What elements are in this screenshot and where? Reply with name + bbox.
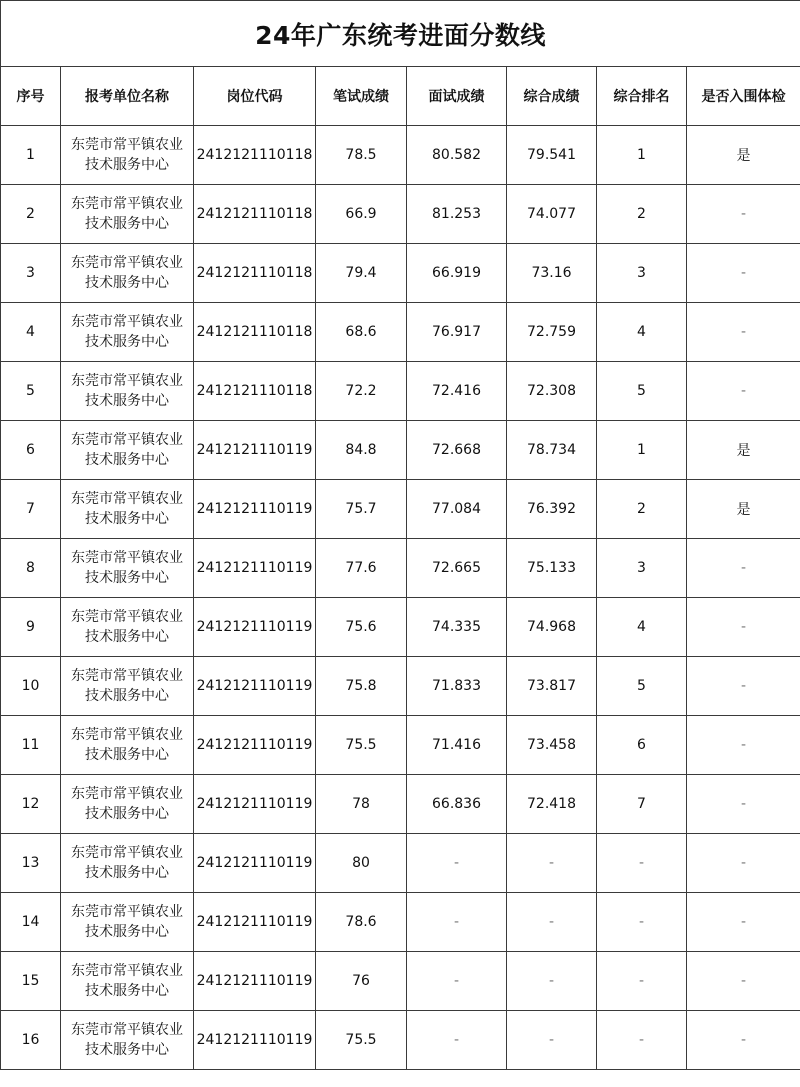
unit-line-1: 东莞市常平镇农业 (71, 668, 183, 684)
unit-line-2: 技术服务中心 (85, 865, 169, 881)
cell-unit (61, 126, 194, 185)
cell-total: 76.392 (507, 480, 597, 539)
cell-rank: - (597, 893, 687, 952)
cell-medical: - (687, 598, 800, 657)
unit-line-2: 技术服务中心 (85, 570, 169, 586)
cell-code: 2412121110119 (194, 716, 316, 775)
unit-line-2: 技术服务中心 (85, 747, 169, 763)
table-row (1, 657, 800, 716)
cell-total: 74.968 (507, 598, 597, 657)
cell-no: 8 (1, 539, 61, 598)
cell-interview: 72.668 (407, 421, 507, 480)
cell-medical: - (687, 539, 800, 598)
table-row (1, 775, 800, 834)
unit-line-1: 东莞市常平镇农业 (71, 550, 183, 566)
unit-line-2: 技术服务中心 (85, 924, 169, 940)
cell-interview: 66.919 (407, 244, 507, 303)
unit-line-2: 技术服务中心 (85, 688, 169, 704)
cell-total: - (507, 952, 597, 1011)
cell-interview: - (407, 952, 507, 1011)
column-header-medical: 是否入围体检 (687, 67, 800, 126)
cell-rank: - (597, 1011, 687, 1070)
cell-written: 76 (316, 952, 407, 1011)
cell-total: 73.817 (507, 657, 597, 716)
cell-total: 73.16 (507, 244, 597, 303)
cell-code: 2412121110119 (194, 893, 316, 952)
unit-line-2: 技术服务中心 (85, 275, 169, 291)
cell-rank: 5 (597, 657, 687, 716)
unit-line-1: 东莞市常平镇农业 (71, 314, 183, 330)
cell-no: 15 (1, 952, 61, 1011)
cell-medical: - (687, 244, 800, 303)
cell-total: - (507, 834, 597, 893)
cell-no: 2 (1, 185, 61, 244)
cell-rank: 7 (597, 775, 687, 834)
cell-code: 2412121110118 (194, 362, 316, 421)
cell-unit (61, 893, 194, 952)
cell-interview: 72.665 (407, 539, 507, 598)
table-row (1, 244, 800, 303)
cell-code: 2412121110119 (194, 539, 316, 598)
cell-no: 1 (1, 126, 61, 185)
cell-total: 74.077 (507, 185, 597, 244)
cell-interview: - (407, 893, 507, 952)
table-row (1, 834, 800, 893)
unit-line-1: 东莞市常平镇农业 (71, 432, 183, 448)
cell-code: 2412121110118 (194, 303, 316, 362)
cell-no: 11 (1, 716, 61, 775)
cell-total: 73.458 (507, 716, 597, 775)
cell-medical: - (687, 952, 800, 1011)
cell-medical: - (687, 362, 800, 421)
cell-written: 75.7 (316, 480, 407, 539)
cell-interview: 76.917 (407, 303, 507, 362)
cell-code: 2412121110118 (194, 126, 316, 185)
cell-written: 78.5 (316, 126, 407, 185)
cell-medical: - (687, 893, 800, 952)
cell-no: 4 (1, 303, 61, 362)
cell-unit (61, 598, 194, 657)
cell-no: 14 (1, 893, 61, 952)
column-header-interview: 面试成绩 (407, 67, 507, 126)
cell-written: 79.4 (316, 244, 407, 303)
cell-unit (61, 539, 194, 598)
cell-written: 78 (316, 775, 407, 834)
cell-rank: 1 (597, 126, 687, 185)
cell-medical: 是 (687, 126, 800, 185)
cell-code: 2412121110119 (194, 421, 316, 480)
cell-written: 68.6 (316, 303, 407, 362)
column-header-unit: 报考单位名称 (61, 67, 194, 126)
unit-line-2: 技术服务中心 (85, 452, 169, 468)
unit-line-1: 东莞市常平镇农业 (71, 963, 183, 979)
cell-interview: - (407, 834, 507, 893)
cell-interview: 81.253 (407, 185, 507, 244)
cell-no: 5 (1, 362, 61, 421)
table-row (1, 185, 800, 244)
cell-medical: - (687, 185, 800, 244)
column-header-rank: 综合排名 (597, 67, 687, 126)
cell-medical: - (687, 1011, 800, 1070)
unit-line-2: 技术服务中心 (85, 157, 169, 173)
cell-interview: 74.335 (407, 598, 507, 657)
cell-code: 2412121110119 (194, 480, 316, 539)
cell-no: 9 (1, 598, 61, 657)
cell-medical: - (687, 657, 800, 716)
table-row (1, 303, 800, 362)
cell-total: 79.541 (507, 126, 597, 185)
table-row (1, 893, 800, 952)
page-title: 24年广东统考进面分数线 (1, 1, 800, 67)
cell-code: 2412121110119 (194, 952, 316, 1011)
cell-interview: 77.084 (407, 480, 507, 539)
cell-medical: - (687, 716, 800, 775)
cell-unit (61, 303, 194, 362)
unit-line-2: 技术服务中心 (85, 1042, 169, 1058)
cell-unit (61, 1011, 194, 1070)
column-header-written: 笔试成绩 (316, 67, 407, 126)
header-row (1, 67, 800, 126)
cell-total: 72.308 (507, 362, 597, 421)
cell-written: 72.2 (316, 362, 407, 421)
cell-unit (61, 421, 194, 480)
table-row (1, 716, 800, 775)
cell-no: 7 (1, 480, 61, 539)
unit-line-1: 东莞市常平镇农业 (71, 904, 183, 920)
cell-interview: 80.582 (407, 126, 507, 185)
table-row (1, 480, 800, 539)
cell-total: - (507, 1011, 597, 1070)
unit-line-2: 技术服务中心 (85, 511, 169, 527)
table-row (1, 1011, 800, 1070)
unit-line-1: 东莞市常平镇农业 (71, 491, 183, 507)
cell-total: 75.133 (507, 539, 597, 598)
table-row (1, 952, 800, 1011)
cell-no: 3 (1, 244, 61, 303)
cell-interview: 72.416 (407, 362, 507, 421)
cell-unit (61, 834, 194, 893)
cell-code: 2412121110119 (194, 775, 316, 834)
table-row (1, 126, 800, 185)
table-row (1, 362, 800, 421)
unit-line-1: 东莞市常平镇农业 (71, 1022, 183, 1038)
cell-rank: 1 (597, 421, 687, 480)
column-header-code: 岗位代码 (194, 67, 316, 126)
table-row (1, 421, 800, 480)
cell-rank: 4 (597, 303, 687, 362)
table-body (1, 126, 800, 1070)
cell-total: 72.759 (507, 303, 597, 362)
cell-written: 75.5 (316, 716, 407, 775)
cell-interview: 71.833 (407, 657, 507, 716)
cell-code: 2412121110119 (194, 657, 316, 716)
unit-line-1: 东莞市常平镇农业 (71, 255, 183, 271)
cell-interview: 66.836 (407, 775, 507, 834)
cell-interview: - (407, 1011, 507, 1070)
cell-unit (61, 362, 194, 421)
cell-written: 66.9 (316, 185, 407, 244)
cell-written: 77.6 (316, 539, 407, 598)
cell-medical: - (687, 834, 800, 893)
unit-line-1: 东莞市常平镇农业 (71, 786, 183, 802)
cell-written: 78.6 (316, 893, 407, 952)
column-header-no: 序号 (1, 67, 61, 126)
cell-rank: 3 (597, 244, 687, 303)
unit-line-2: 技术服务中心 (85, 334, 169, 350)
cell-rank: 2 (597, 185, 687, 244)
unit-line-1: 东莞市常平镇农业 (71, 727, 183, 743)
cell-code: 2412121110119 (194, 834, 316, 893)
cell-no: 6 (1, 421, 61, 480)
title-row (1, 1, 800, 67)
cell-code: 2412121110119 (194, 1011, 316, 1070)
cell-code: 2412121110118 (194, 244, 316, 303)
unit-line-2: 技术服务中心 (85, 983, 169, 999)
cell-no: 10 (1, 657, 61, 716)
cell-no: 12 (1, 775, 61, 834)
column-header-total: 综合成绩 (507, 67, 597, 126)
cell-written: 75.6 (316, 598, 407, 657)
cell-total: 72.418 (507, 775, 597, 834)
cell-written: 75.8 (316, 657, 407, 716)
cell-unit (61, 716, 194, 775)
unit-line-1: 东莞市常平镇农业 (71, 137, 183, 153)
cell-rank: 4 (597, 598, 687, 657)
cell-unit (61, 244, 194, 303)
cell-rank: 5 (597, 362, 687, 421)
cell-unit (61, 185, 194, 244)
cell-interview: 71.416 (407, 716, 507, 775)
cell-written: 84.8 (316, 421, 407, 480)
unit-line-1: 东莞市常平镇农业 (71, 845, 183, 861)
cell-code: 2412121110119 (194, 598, 316, 657)
cell-unit (61, 480, 194, 539)
cell-unit (61, 775, 194, 834)
cell-no: 13 (1, 834, 61, 893)
cell-medical: 是 (687, 421, 800, 480)
cell-total: - (507, 893, 597, 952)
table-row (1, 598, 800, 657)
cell-rank: 2 (597, 480, 687, 539)
cell-no: 16 (1, 1011, 61, 1070)
cell-rank: 3 (597, 539, 687, 598)
cell-unit (61, 657, 194, 716)
unit-line-1: 东莞市常平镇农业 (71, 196, 183, 212)
cell-medical: - (687, 775, 800, 834)
cell-written: 75.5 (316, 1011, 407, 1070)
cell-medical: 是 (687, 480, 800, 539)
cell-rank: - (597, 834, 687, 893)
cell-total: 78.734 (507, 421, 597, 480)
unit-line-1: 东莞市常平镇农业 (71, 373, 183, 389)
unit-line-2: 技术服务中心 (85, 806, 169, 822)
unit-line-2: 技术服务中心 (85, 393, 169, 409)
cell-code: 2412121110118 (194, 185, 316, 244)
table-row (1, 539, 800, 598)
cell-rank: 6 (597, 716, 687, 775)
cell-unit (61, 952, 194, 1011)
unit-line-2: 技术服务中心 (85, 216, 169, 232)
unit-line-1: 东莞市常平镇农业 (71, 609, 183, 625)
unit-line-2: 技术服务中心 (85, 629, 169, 645)
cell-rank: - (597, 952, 687, 1011)
cell-written: 80 (316, 834, 407, 893)
cell-medical: - (687, 303, 800, 362)
